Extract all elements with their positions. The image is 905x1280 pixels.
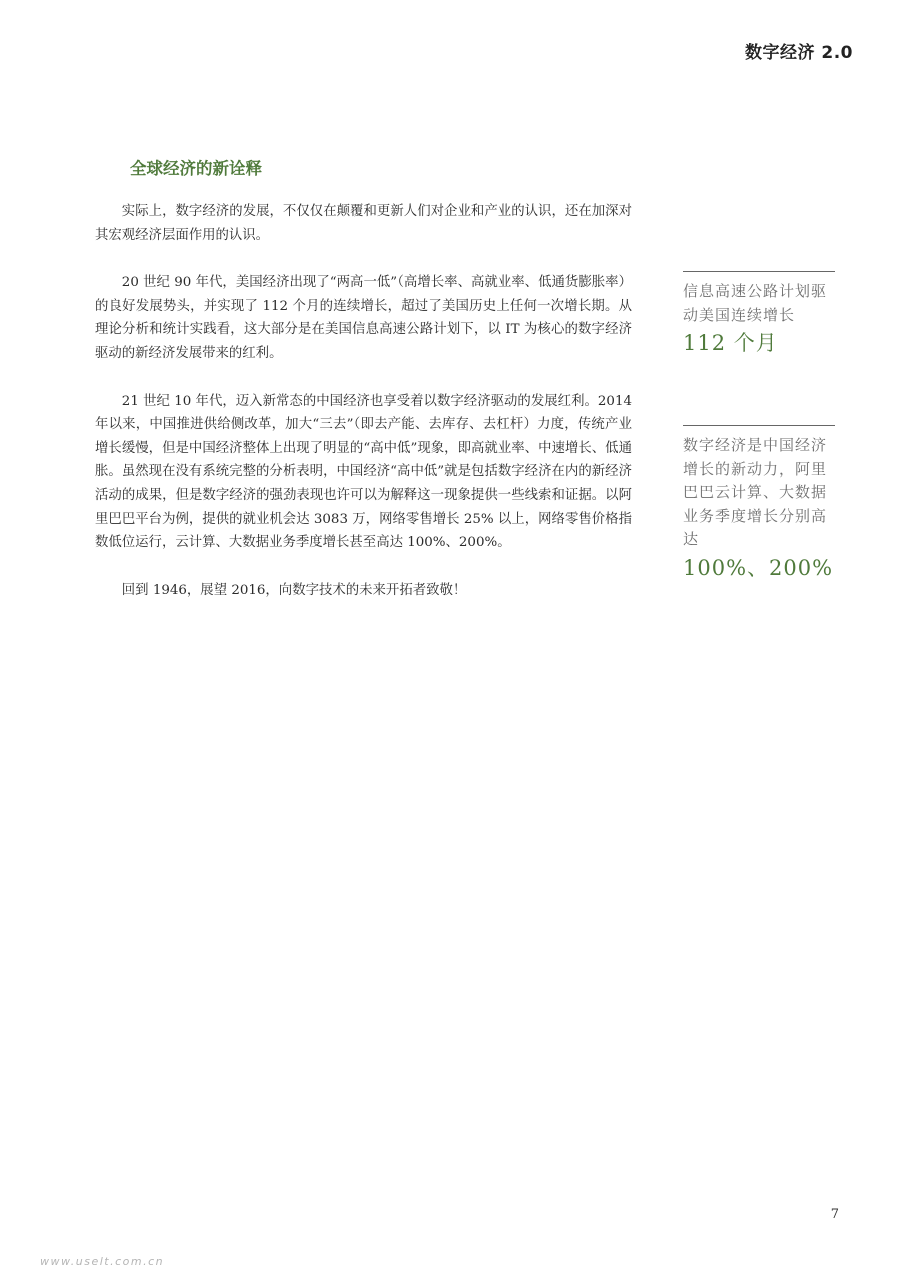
sidebar-callout — [683, 271, 835, 357]
callout-rule — [683, 425, 835, 426]
sidebar-callout — [683, 425, 835, 582]
running-header-title: 数字经济 2.0 — [744, 43, 853, 63]
paragraph: 20 世纪 90 年代，美国经济出现了“两高一低”（高增长率、高就业率、低通货膨胀率）的良好发展势头，并实现了 112 个月的连续增长，超过了美国历史上任何一次增长期。从理论分析和统计实践看，这大部分是在美国信息高速公路计划下，以 IT 为核心的数字经济驱动的新经济发展带来的红利。 — [95, 275, 632, 361]
paragraph: 21 世纪 10 年代，迈入新常态的中国经济也享受着以数字经济驱动的发展红利。2014 年以来，中国推进供给侧改革，加大“三去”（即去产能、去库存、去杠杆）力度，传统产业增长缓慢，但是中国经济整体上出现了明显的“高中低”现象，即高就业率、中速增长、低通胀。虽然现在没有系统完整的分析表明，中国经济“高中低”就是包括数字经济在内的新经济活动的成果，但是数字经济的强劲表现也许可以为解释这一现象提供一些线索和证据。以阿里巴巴平台为例，提供的就业机会达 3083 万，网络零售增长 25% 以上，网络零售价格指数低位运行，云计算、大数据业务季度增长甚至高达 100%、200%。 — [95, 393, 632, 551]
section-title: 全球经济的新诠释 — [130, 159, 262, 178]
callout-caption: 数字经济是中国经济增长的新动力，阿里巴巴云计算、大数据业务季度增长分别高达 — [683, 436, 828, 548]
paragraph: 回到 1946，展望 2016，向数字技术的未来开拓者致敬！ — [121, 582, 467, 598]
watermark: www.uselt.com.cn — [40, 1255, 165, 1268]
page-number: 7 — [830, 1207, 839, 1222]
callout-stat: 100%、200% — [683, 555, 834, 580]
callout-caption: 信息高速公路计划驱动美国连续增长 — [683, 282, 828, 324]
callout-stat: 112 个月 — [683, 331, 778, 355]
body-text — [95, 200, 632, 626]
paragraph: 实际上，数字经济的发展，不仅仅在颠覆和更新人们对企业和产业的认识，还在加深对其宏观经济层面作用的认识。 — [95, 204, 632, 243]
callout-rule — [683, 271, 835, 272]
